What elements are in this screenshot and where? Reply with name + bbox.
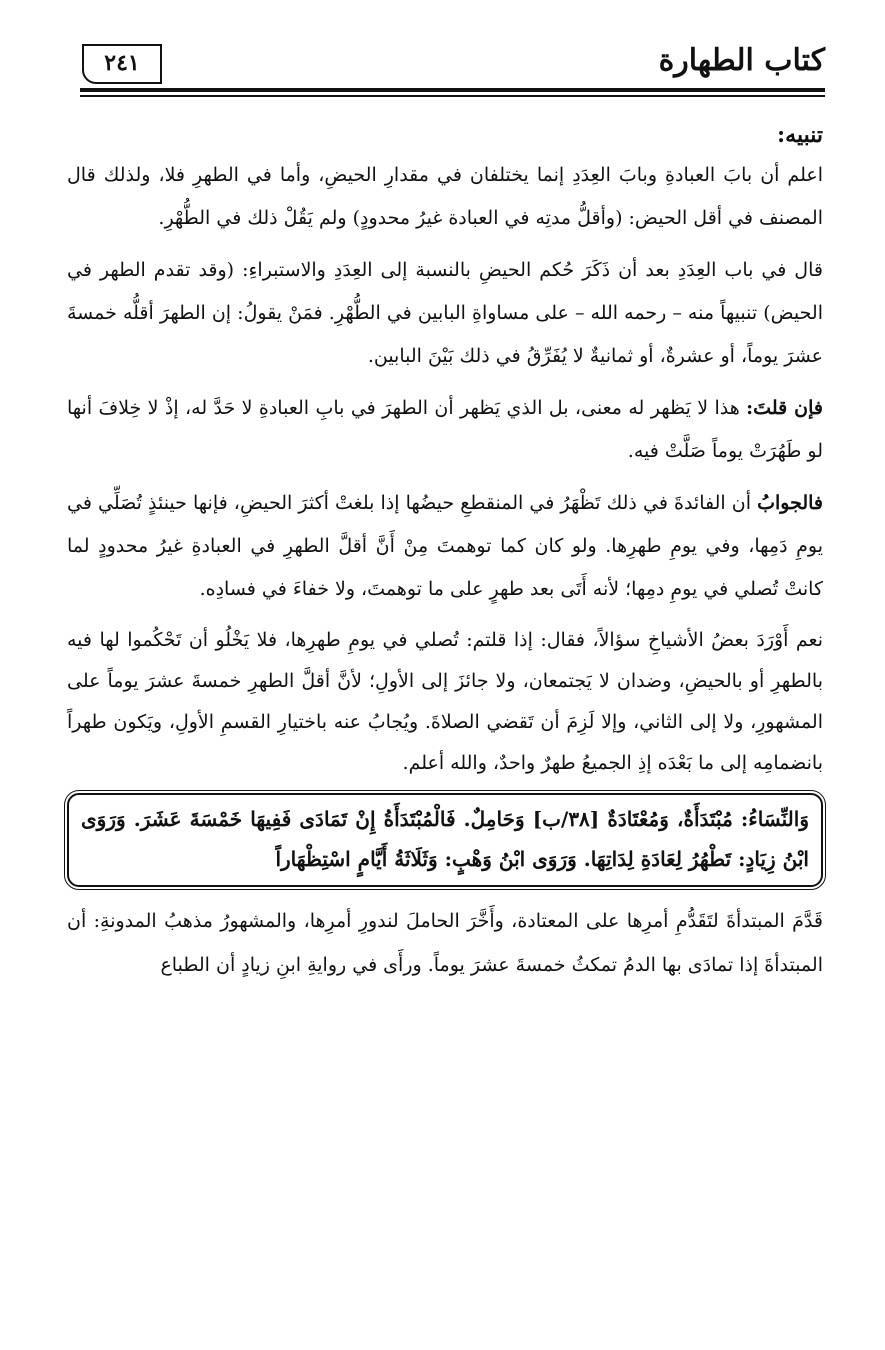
header-rule-thick <box>80 88 825 92</box>
commentary-paragraph: قَدَّمَ المبتدأةَ لتَقَدُّمِ أمرِها على المعتادة، وأَخَّرَ الحاملَ لندورِ أمرِها، والمشهورُ مذهبُ المدونةِ: أن المبتدأةَ إذا تمادَى بها الدمُ تمكثُ خمسةَ عشرَ يوماً. ورأَى في روايةِ ابنِ زيادٍ أن الطباع <box>67 910 823 976</box>
paragraph-lead: فالجوابُ <box>757 492 823 514</box>
running-title: كتاب الطهارة <box>658 43 825 78</box>
paragraph <box>67 154 823 240</box>
page-number: ٢٤١ <box>82 44 162 84</box>
page-content <box>67 118 823 987</box>
paragraph <box>67 387 823 473</box>
paragraph-text: قال في باب العِدَدِ بعد أن ذَكَرَ حُكم الحيضِ بالنسبة إلى العِدَدِ والاستبراءِ: (وقد تقدم الطهر في الحيض) تنبيهاً منه – رحمه الله – على مساواةِ البابين في الطُّهْرِ. فمَنْ يقولُ: إن الطهرَ أقلُّه خمسةَ عشرَ يوماً، أو عشرةٌ، أو ثمانيةٌ لا يُفَرِّقُ في ذلك بَيْنَ البابين. <box>67 259 823 367</box>
matn-text-box: وَالنِّسَاءُ: مُبْتَدَأَةٌ، وَمُعْتَادَةٌ [٣٨/ب] وَحَامِلٌ. فَالْمُبْتَدَأَةُ إِنْ تَمَادَى فَفِيهَا خَمْسَةَ عَشَرَ. وَرَوَى ابْنُ زِيَادٍ: تَطْهُرُ لِعَادَةِ لِدَاتِهَا. وَرَوَى ابْنُ وَهْبٍ: وَثَلَاثَةُ أَيَّامٍ اسْتِظْهَاراً <box>67 793 823 887</box>
paragraph-text: نعم أَوْرَدَ بعضُ الأشياخِ سؤالاً، فقال: إذا قلتم: تُصلي في يومِ طهرِها، فلا يَخْلُو أن تَحْكُموا لها فيه بالطهرِ أو بالحيضِ، وضدان لا يَجتمعان، ولا جائزَ إلى الأولِ؛ لأنَّ أقلَّ الطهرِ خمسةَ عشرَ يوماً على المشهورِ، ولا إلى الثاني، وإلا لَزِمَ أن تَقضي الصلاةَ. ويُجابُ عنه باختيارِ القسمِ الأولِ، ويَكون طهراً بانضمامِه إلى ما بَعْدَه إذِ الجميعُ طهرٌ واحدٌ، والله أعلم. <box>67 629 823 774</box>
section-heading: تنبيه: <box>777 122 823 148</box>
paragraph-lead: فإن قلتَ: <box>746 397 823 419</box>
paragraph <box>67 249 823 378</box>
page-header <box>80 40 825 88</box>
paragraph <box>67 620 823 784</box>
paragraph-text: أن الفائدةَ في ذلك تَظْهَرُ في المنقطعِ حيضُها إذا بلغتْ أكثرَ الحيضِ، فإنها حينئذٍ تُصَلِّي في يومِ دَمِها، وفي يومِ طهرِها. ولو كان كما توهمتَ مِنْ أَنَّ أقلَّ الطهرِ في العبادةِ غيرُ محدودٍ لما كانتْ تُصلي في يومِ دمِها؛ لأنه أَتَى بعد طهرٍ على ما توهمتَ، ولا خفاءَ في فسادِه. <box>67 492 823 600</box>
header-rule-thin <box>80 95 825 97</box>
paragraph-text: اعلم أن بابَ العبادةِ وبابَ العِدَدِ إنما يختلفان في مقدارِ الحيضِ، وأما في الطهرِ فلا، ولذلك قال المصنف في أقل الحيض: (وأقلُّ مدتِه في العبادة غيرُ محدودٍ) ولم يَقُلْ ذلك في الطُّهْرِ. <box>67 164 823 229</box>
paragraph <box>67 482 823 611</box>
paragraph-text: هذا لا يَظهر له معنى، بل الذي يَظهر أن الطهرَ في بابِ العبادةِ لا حَدَّ له، إذْ لا خِلافَ أنها لو طَهُرَتْ يوماً صَلَّتْ فيه. <box>67 397 823 462</box>
